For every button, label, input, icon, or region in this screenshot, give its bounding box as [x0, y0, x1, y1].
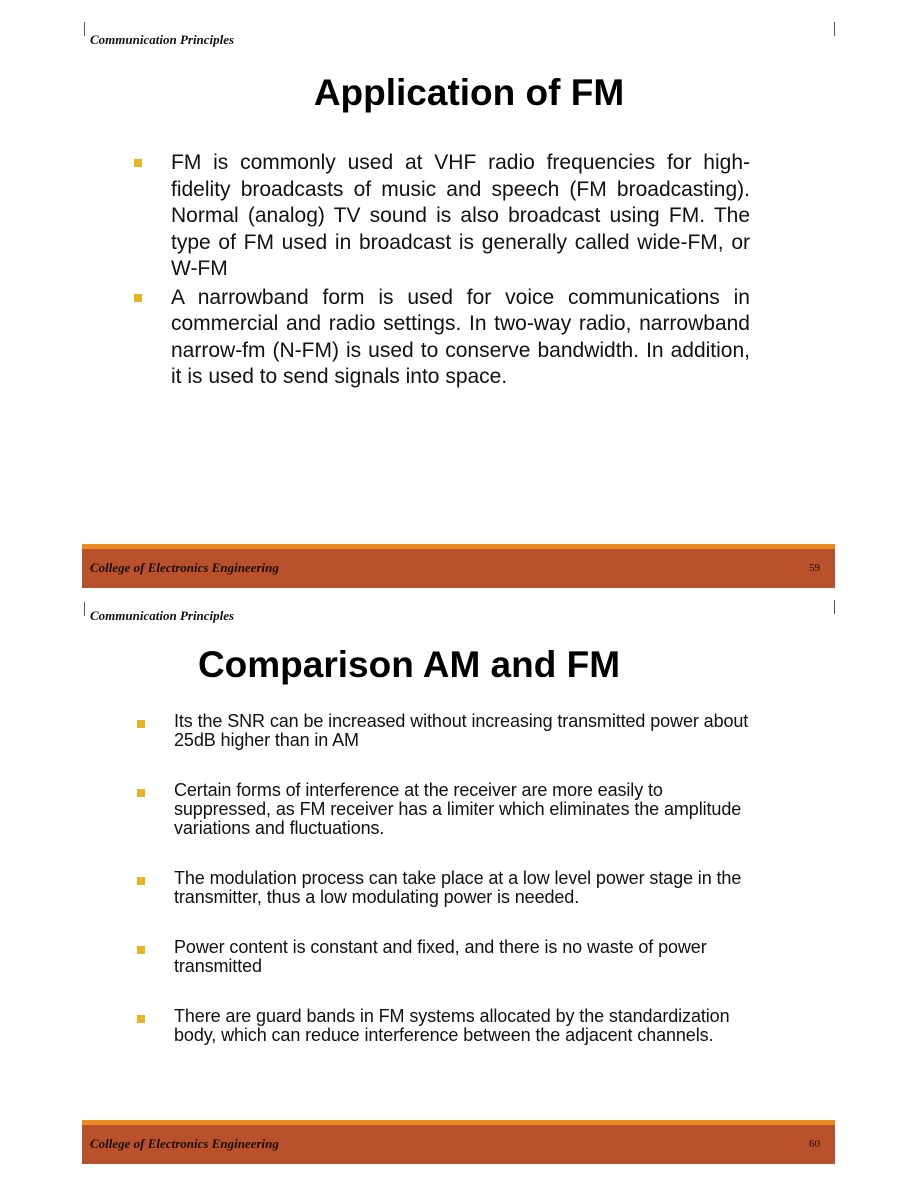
- bullet-list: [134, 150, 750, 393]
- bullet-item: [137, 781, 749, 838]
- footer-text: College of Electronics Engineering: [90, 560, 279, 575]
- bullet-text: Power content is constant and fixed, and there is no waste of power transmitted: [174, 937, 707, 976]
- corner-mark: [834, 600, 835, 614]
- square-bullet-icon: [137, 1015, 145, 1023]
- footer-text: College of Electronics Engineering: [90, 1136, 279, 1151]
- slide-60: [0, 594, 918, 1188]
- corner-mark: [84, 602, 85, 616]
- page-number: 59: [809, 562, 820, 574]
- bullet-item: [134, 285, 750, 391]
- corner-mark: [84, 22, 85, 36]
- bullet-list: [137, 712, 749, 1045]
- bullet-item: [137, 869, 749, 907]
- square-bullet-icon: [134, 294, 142, 302]
- square-bullet-icon: [134, 159, 142, 167]
- bullet-item: [137, 938, 749, 976]
- bullet-item: [134, 150, 750, 283]
- bullet-text: Certain forms of interference at the receiver are more easily to suppressed, as FM receiver has a limiter which eliminates the amplitude variations and fluctuations.: [174, 780, 742, 838]
- bullet-item: [137, 712, 749, 750]
- slide-header: Communication Principles: [90, 32, 235, 47]
- bullet-text: There are guard bands in FM systems allocated by the standardization body, which can reduce interference between the adjacent channels.: [174, 1006, 730, 1045]
- square-bullet-icon: [137, 720, 145, 728]
- bullet-text: FM is commonly used at VHF radio frequencies for high-fidelity broadcasts of music and speech (FM broadcasting). Normal (analog) TV sound is also broadcast using FM. The type of FM used in broadcast is generally called wide-FM, or W-FM: [171, 151, 750, 280]
- footer-bar: [82, 1120, 835, 1164]
- footer-bar: [82, 544, 835, 588]
- square-bullet-icon: [137, 877, 145, 885]
- bullet-text: A narrowband form is used for voice communications in commercial and radio settings. In two-way radio, narrowband narrow-fm (N-FM) is used to conserve bandwidth. In addition, it is used to send signals into space.: [171, 285, 750, 388]
- slide-title: Application of FM: [313, 72, 625, 113]
- square-bullet-icon: [137, 789, 145, 797]
- square-bullet-icon: [137, 946, 145, 954]
- bullet-text: The modulation process can take place at a low level power stage in the transmitter, thus a low modulating power is needed.: [174, 868, 742, 907]
- slide-title: Comparison AM and FM: [197, 644, 621, 685]
- slide-header: Communication Principles: [90, 608, 235, 623]
- bullet-item: [137, 1007, 749, 1045]
- page-number: 60: [809, 1138, 820, 1150]
- corner-mark: [834, 22, 835, 36]
- bullet-text: Its the SNR can be increased without increasing transmitted power about 25dB higher than in AM: [174, 711, 749, 750]
